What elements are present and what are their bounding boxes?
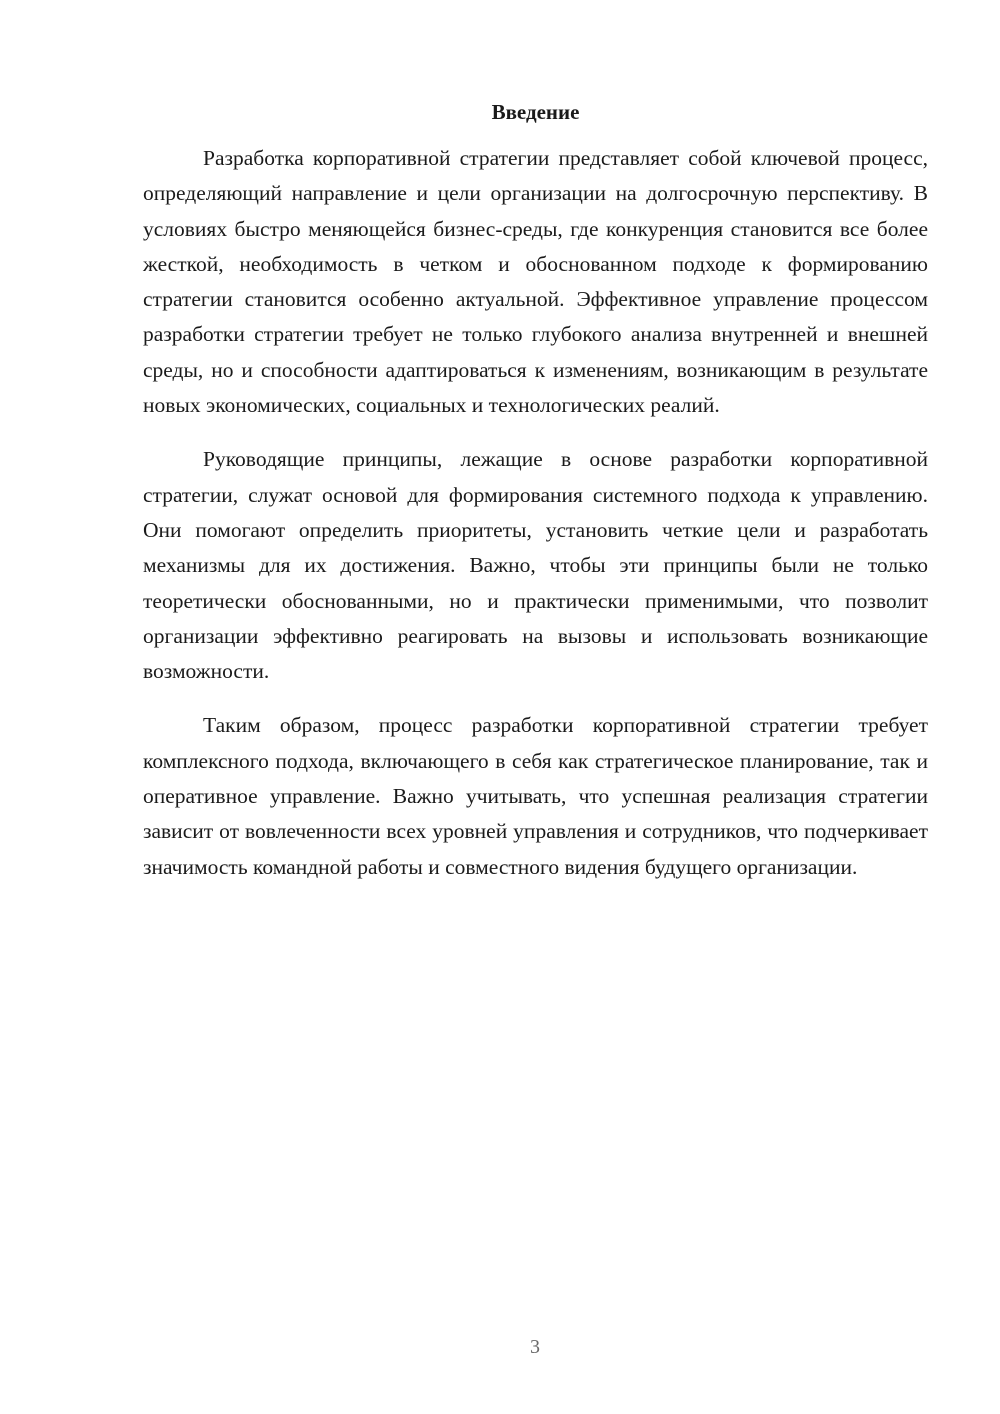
page-number: 3 — [530, 1336, 540, 1358]
body-text — [143, 141, 928, 904]
paragraph-3: Таким образом, процесс разработки корпоративной стратегии требует комплексного подхода, включающего в себя как стратегическое планирование, так и оперативное управление. Важно учитывать, что успешная реализация стратегии зависит от вовлеченности всех уровней управления и сотрудников, что подчеркивает значимость командной работы и совместного видения будущего организации. — [143, 713, 928, 879]
section-heading: Введение — [491, 100, 580, 124]
paragraph-1: Разработка корпоративной стратегии представляет собой ключевой процесс, определяющий направление и цели организации на долгосрочную перспективу. В условиях быстро меняющейся бизнес-среды, где конкуренция становится все более жесткой, необходимость в четком и обоснованном подходе к формированию стратегии становится особенно актуальной. Эффективное управление процессом разработки стратегии требует не только глубокого анализа внутренней и внешней среды, но и способности адаптироваться к изменениям, возникающим в результате новых экономических, социальных и технологических реалий. — [143, 146, 928, 418]
paragraph-2: Руководящие принципы, лежащие в основе разработки корпоративной стратегии, служат основой для формирования системного подхода к управлению. Они помогают определить приоритеты, установить четкие цели и разработать механизмы для их достижения. Важно, чтобы эти принципы были не только теоретически обоснованными, но и практически применимыми, что позволит организации эффективно реагировать на вызовы и использовать возникающие возможности. — [143, 447, 928, 684]
